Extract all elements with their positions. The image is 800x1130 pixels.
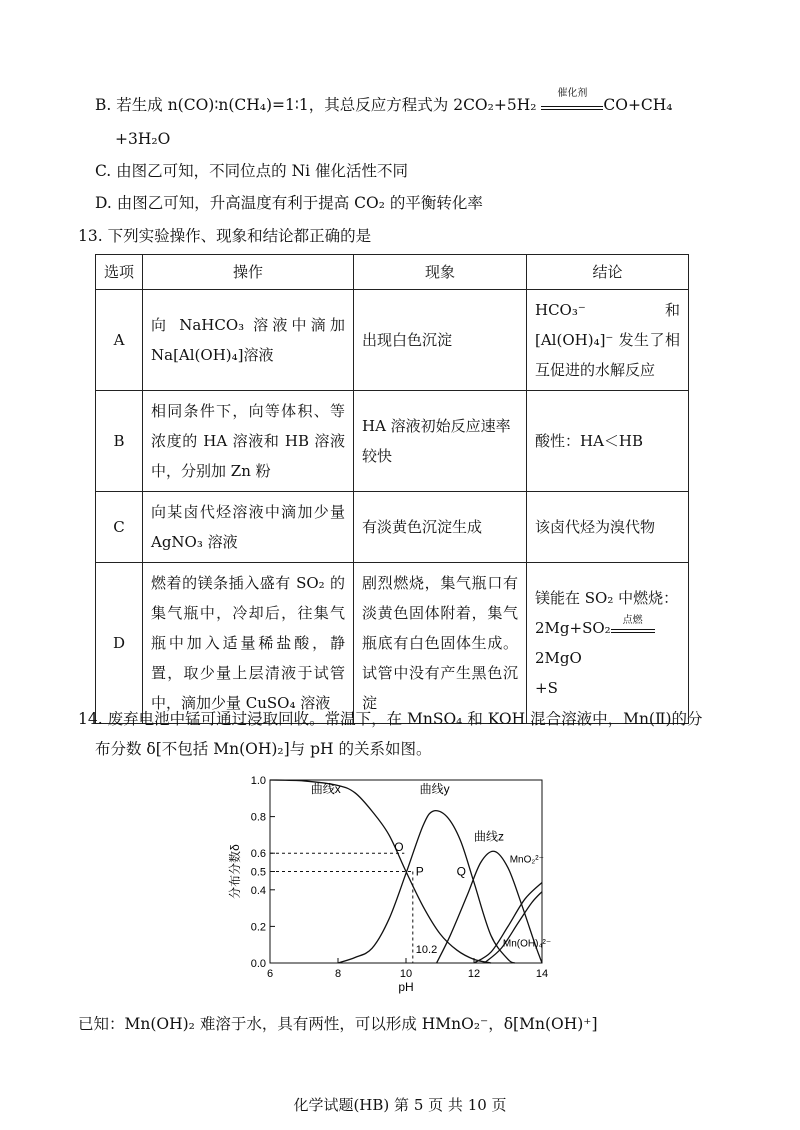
header-phenomenon: 现象	[354, 255, 527, 290]
page-footer: 化学试题(HB) 第 5 页 共 10 页	[293, 1096, 507, 1114]
table-row: C 向某卤代烃溶液中滴加少量 AgNO₃ 溶液 有淡黄色沉淀生成 该卤代烃为溴代物	[96, 492, 689, 563]
table-header-row	[96, 255, 689, 290]
table-row: A 向 NaHCO₃ 溶液中滴加 Na[Al(OH)₄]溶液 出现白色沉淀 HCO₃⁻ 和[Al(OH)₄]⁻ 发生了相互促进的水解反应	[96, 290, 689, 391]
q12-option-b: B. 若生成 n(CO)∶n(CH₄)=1∶1，其总反应方程式为 2CO₂+5H₂ 催化剂 CO+CH₄	[95, 88, 673, 114]
distribution-chart	[225, 768, 565, 1000]
x-tick-label: 14	[535, 968, 549, 980]
y-tick-label: 0.6	[250, 848, 266, 861]
q12-option-b-cont: +3H₂O	[115, 130, 171, 148]
label-mno2: MnO₂²⁻	[509, 854, 544, 866]
point-q-label: Q	[456, 864, 466, 879]
annotation-10-2: 10.2	[415, 944, 438, 956]
y-axis-label: 分布分数δ	[228, 844, 242, 899]
label-curve-z: 曲线z	[474, 829, 505, 844]
table-row: B 相同条件下，向等体积、等浓度的 HA 溶液和 HB 溶液中，分别加 Zn 粉 HA 溶液初始反应速率较快 酸性：HA＜HB	[96, 391, 689, 492]
curve-mno2	[474, 882, 542, 963]
header-operation: 操作	[143, 255, 354, 290]
q14-stem-line2: 布分数 δ[不包括 Mn(OH)₂]与 pH 的关系如图。	[95, 740, 432, 758]
y-tick-label: 0.5	[250, 866, 266, 879]
label-curve-y: 曲线y	[419, 781, 450, 796]
y-tick-label: 0.4	[250, 884, 266, 897]
y-tick-label: 1.0	[250, 775, 266, 787]
q12-option-c: C. 由图乙可知，不同位点的 Ni 催化活性不同	[95, 162, 409, 180]
chart-series	[270, 780, 542, 963]
q12-option-d: D. 由图乙可知，升高温度有利于提高 CO₂ 的平衡转化率	[95, 194, 483, 212]
chart-labels	[311, 781, 551, 956]
catalyst-arrow: 催化剂	[541, 96, 603, 110]
chart-axes	[227, 775, 548, 994]
x-axis-label: pH	[398, 980, 414, 994]
header-conclusion: 结论	[527, 255, 689, 290]
y-tick-label: 0.0	[250, 958, 266, 970]
experiment-table	[95, 254, 689, 724]
q13-title: 13. 下列实验操作、现象和结论都正确的是	[78, 227, 372, 245]
y-tick-label: 0.2	[250, 921, 266, 934]
point-p-label: P	[415, 864, 424, 879]
x-tick-label: 12	[467, 968, 481, 980]
table-row: D 燃着的镁条插入盛有 SO₂ 的集气瓶中，冷却后，往集气瓶中加入适量稀盐酸，静置，取少量上层清液于试管中，滴加少量 CuSO₄ 溶液 剧烈燃烧，集气瓶口有淡黄色固体附着，集气瓶底有白色固体生成。试管中没有产生黑色沉淀 镁能在 SO₂ 中燃烧： 2Mg+SO₂ 点燃 2MgO +S	[96, 563, 689, 724]
conclusion-d: 镁能在 SO₂ 中燃烧： 2Mg+SO₂ 点燃 2MgO +S	[527, 563, 689, 724]
q14-known: 已知：Mn(OH)₂ 难溶于水，具有两性，可以形成 HMnO₂⁻，δ[Mn(OH)⁺]	[78, 1015, 598, 1033]
point-o-label: O	[394, 840, 404, 855]
label-curve-x: 曲线x	[310, 781, 341, 796]
x-tick-label: 10	[399, 968, 413, 980]
label-mnoh4: Mn(OH)₄²⁻	[502, 938, 552, 950]
x-tick-label: 6	[266, 968, 274, 980]
x-tick-label: 8	[334, 968, 342, 980]
curve-mnoh4	[484, 892, 542, 963]
ignite-arrow: 点燃	[611, 619, 655, 633]
header-option: 选项	[96, 255, 143, 290]
q14-stem-line1: 14. 废弃电池中锰可通过浸取回收。常温下，在 MnSO₄ 和 KOH 混合溶液中，Mn(Ⅱ)的分	[78, 710, 703, 728]
y-tick-label: 0.8	[250, 811, 266, 824]
